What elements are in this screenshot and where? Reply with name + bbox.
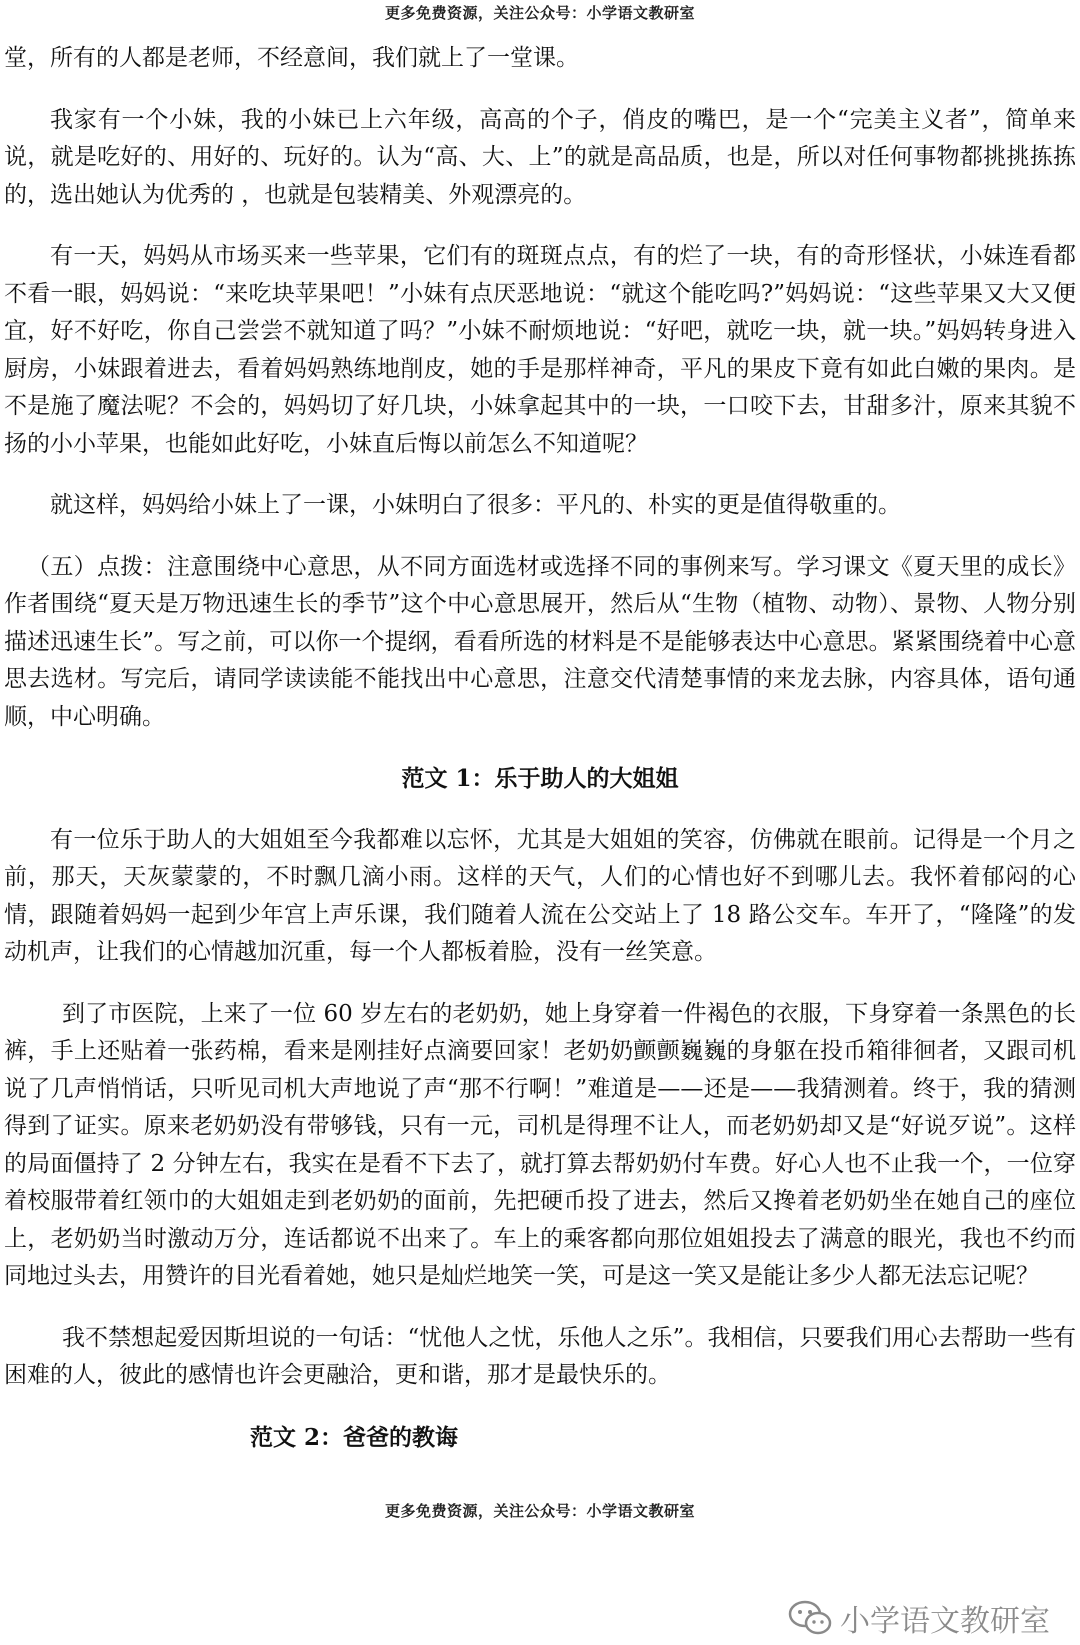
essay-title: 范文 1：乐于助人的大姐姐 (401, 765, 679, 792)
watermark (788, 1596, 1050, 1640)
paragraph: 有一位乐于助人的大姐姐至今我都难以忘怀，尤其是大姐姐的笑容，仿佛就在眼前。记得是一个月之前，那天，天灰蒙蒙的，不时飘几滴小雨。这样的天气，人们的心情也好不到哪儿去。我怀着郁闷的心情，跟随着妈妈一起到少年宫上声乐课，我们随着人流在公交站上了 18 路公交车。车开了，“隆隆”的发动机声，让我们的心情越加沉重，每一个人都板着脸，没有一丝笑意。 (4, 826, 1076, 965)
paragraph: 有一天，妈妈从市场买来一些苹果，它们有的斑斑点点，有的烂了一块，有的奇形怪状，小妹连看都不看一眼，妈妈说：“来吃块苹果吧！”小妹有点厌恶地说：“就这个能吃吗?”妈妈说：“这些苹果又大又便宜，好不好吃，你自己尝尝不就知道了吗？”小妹不耐烦地说：“好吧，就吃一块，就一块。”妈妈转身进入厨房，小妹跟着进去，看着妈妈熟练地削皮，她的手是那样神奇，平凡的果皮下竟有如此白嫩的果肉。是不是施了魔法呢？不会的，妈妈切了好几块，小妹拿起其中的一块，一口咬下去，甘甜多汁，原来其貌不扬的小小苹果，也能如此好吃，小妹直后悔以前怎么不知道呢？ (4, 243, 1076, 457)
paragraph: 我家有一个小妹，我的小妹已上六年级，高高的个子，俏皮的嘴巴，是一个“完美主义者”，简单来说，就是吃好的、用好的、玩好的。认为“高、大、上”的就是高品质，也是，所以对任何事物都挑挑拣拣的，选出她认为优秀的 ，也就是包装精美、外观漂亮的。 (4, 106, 1076, 208)
footer-note: 更多免费资源，关注公众号：小学语文教研室 (384, 1502, 695, 1520)
watermark-text: 小学语文教研室 (840, 1604, 1050, 1639)
paragraph: 就这样，妈妈给小妹上了一课，小妹明白了很多：平凡的、朴实的更是值得敬重的。 (50, 492, 901, 518)
paragraph: 堂，所有的人都是老师，不经意间，我们就上了一堂课。 (4, 45, 579, 71)
paragraph: 我不禁想起爱因斯坦说的一句话：“忧他人之忧，乐他人之乐”。我相信，只要我们用心去帮助一些有困难的人，彼此的感情也许会更融洽，更和谐，那才是最快乐的。 (4, 1324, 1076, 1388)
header-note: 更多免费资源，关注公众号：小学语文教研室 (384, 4, 695, 22)
paragraph: （五）点拨：注意围绕中心意思，从不同方面选材或选择不同的事例来写。学习课文《夏天里的成长》作者围绕“夏天是万物迅速生长的季节”这个中心意思展开，然后从“生物（植物、动物）、景物、人物分别描述迅速生长”。写之前，可以你一个提纲，看看所选的材料是不是能够表达中心意思。紧紧围绕着中心意思去选材。写完后，请同学读读能不能找出中心意思，注意交代清楚事情的来龙去脉，内容具体，语句通顺，中心明确。 (4, 553, 1076, 730)
paragraph: 到了市医院，上来了一位 60 岁左右的老奶奶，她上身穿着一件褐色的衣服，下身穿着一条黑色的长裤，手上还贴着一张药棉，看来是刚挂好点滴要回家！老奶奶颤颤巍巍的身躯在投币箱徘徊者，又跟司机说了几声悄悄话，只听见司机大声地说了声“那不行啊！”难道是——还是——我猜测着。终于，我的猜测得到了证实。原来老奶奶没有带够钱，只有一元，司机是得理不让人，而老奶奶却又是“好说歹说”。这样的局面僵持了 2 分钟左右，我实在是看不下去了，就打算去帮奶奶付车费。好心人也不止我一个，一位穿着校服带着红领巾的大姐姐走到老奶奶的面前，先把硬币投了进去，然后又搀着老奶奶坐在她自己的座位上，老奶奶当时激动万分，连话都说不出来了。车上的乘客都向那位姐姐投去了满意的眼光，我也不约而同地过头去，用赞许的目光看着她，她只是灿烂地笑一笑，可是这一笑又是能让多少人都无法忘记呢？ (4, 1000, 1076, 1289)
wechat-icon (788, 1600, 832, 1636)
essay-title: 范文 2：爸爸的教诲 (250, 1423, 459, 1451)
document-body (4, 40, 1076, 1480)
